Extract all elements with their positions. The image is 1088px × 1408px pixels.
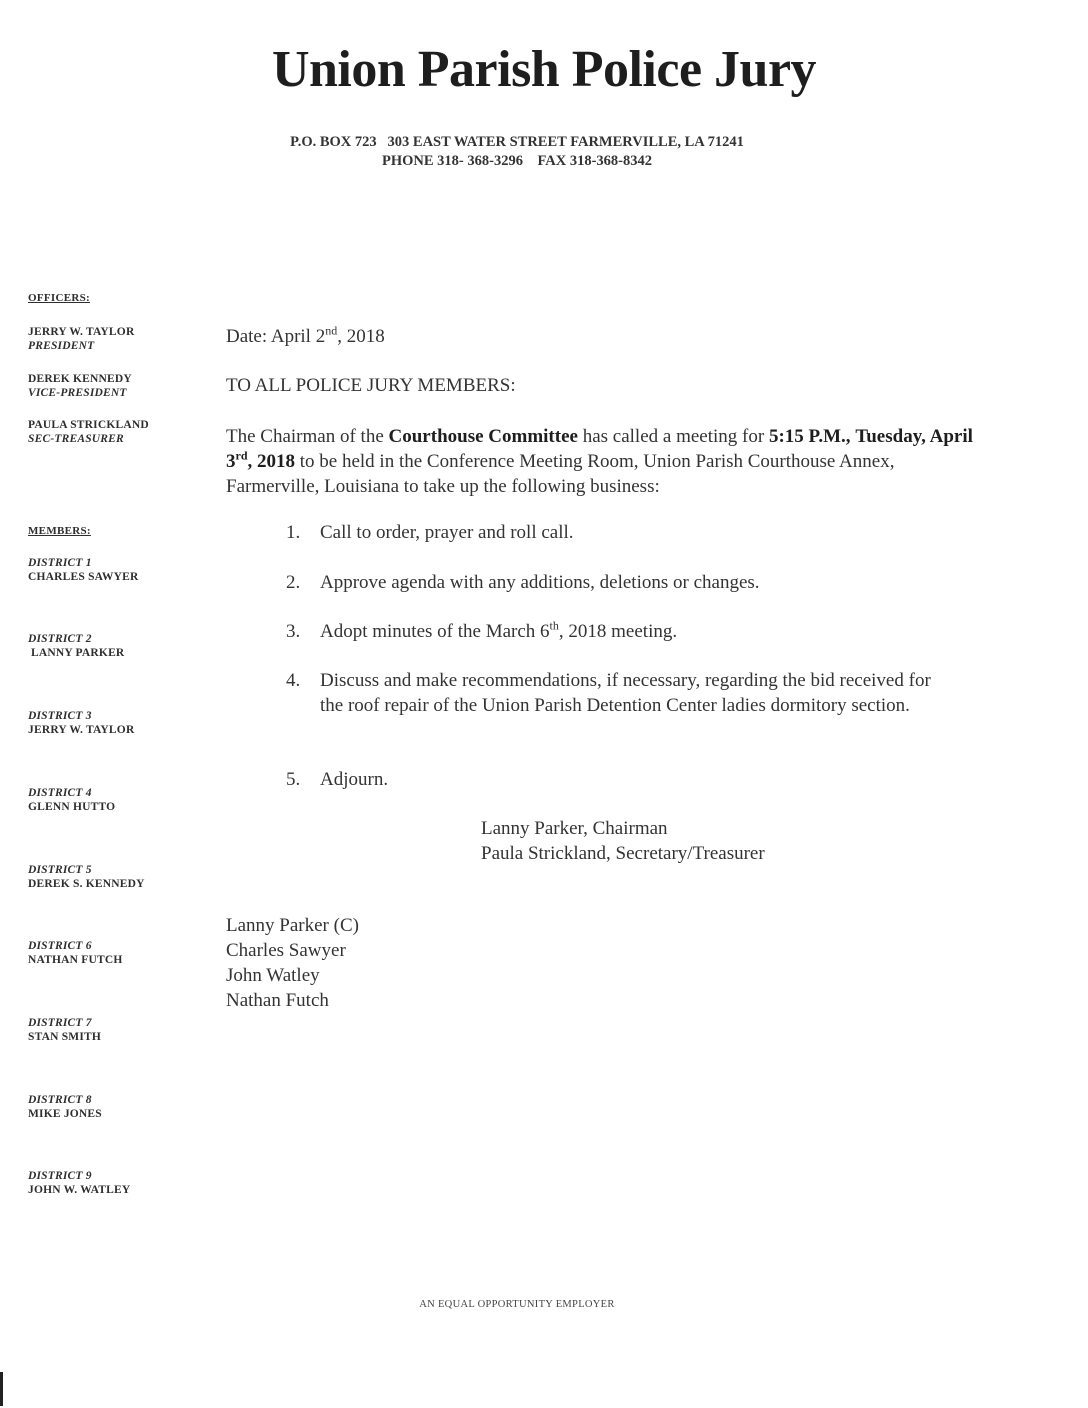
signature-chairman: Lanny Parker, Chairman	[481, 818, 668, 839]
letterhead-title: Union Parish Police Jury	[271, 41, 817, 98]
committee-member: Nathan Futch	[226, 990, 329, 1011]
letter-salutation: TO ALL POLICE JURY MEMBERS:	[226, 375, 516, 396]
member-district-4: DISTRICT 4 GLENN HUTTO	[28, 787, 116, 813]
member-district-5: DISTRICT 5 DEREK S. KENNEDY	[28, 864, 145, 890]
scan-edge-mark	[0, 1372, 3, 1406]
letter-date: Date: April 2nd, 2018	[226, 323, 385, 347]
letterhead-phone-fax: PHONE 318- 368-3296 FAX 318-368-8342	[382, 153, 652, 169]
officers-heading: OFFICERS:	[28, 292, 90, 304]
officer-president: JERRY W. TAYLOR PRESIDENT	[28, 326, 135, 352]
officer-sec-treasurer: PAULA STRICKLAND SEC-TREASURER	[28, 419, 149, 445]
member-district-1: DISTRICT 1 CHARLES SAWYER	[28, 557, 139, 583]
members-heading: MEMBERS:	[28, 525, 91, 537]
member-district-9: DISTRICT 9 JOHN W. WATLEY	[28, 1170, 131, 1196]
committee-member: John Watley	[226, 965, 320, 986]
committee-member: Charles Sawyer	[226, 940, 346, 961]
member-district-8: DISTRICT 8 MIKE JONES	[28, 1094, 102, 1120]
member-district-7: DISTRICT 7 STAN SMITH	[28, 1017, 102, 1043]
letter-intro-paragraph: The Chairman of the Courthouse Committee has called a meeting for 5:15 P.M., Tuesday, April 3rd, 2018 to be held in the Conference Meeting Room, Union Parish Courthouse Annex, Farmerville, Louisiana to take up the following business:	[226, 426, 973, 497]
member-district-3: DISTRICT 3 JERRY W. TAYLOR	[28, 710, 135, 736]
signature-secretary: Paula Strickland, Secretary/Treasurer	[481, 843, 765, 864]
member-district-6: DISTRICT 6 NATHAN FUTCH	[28, 940, 123, 966]
committee-member: Lanny Parker (C)	[226, 915, 359, 936]
officer-vice-president: DEREK KENNEDY VICE-PRESIDENT	[28, 373, 132, 399]
footer-eoe: AN EQUAL OPPORTUNITY EMPLOYER	[419, 1299, 615, 1310]
member-district-2: DISTRICT 2 LANNY PARKER	[28, 633, 125, 659]
letterhead-address: P.O. BOX 723 303 EAST WATER STREET FARMERVILLE, LA 71241	[290, 134, 744, 150]
